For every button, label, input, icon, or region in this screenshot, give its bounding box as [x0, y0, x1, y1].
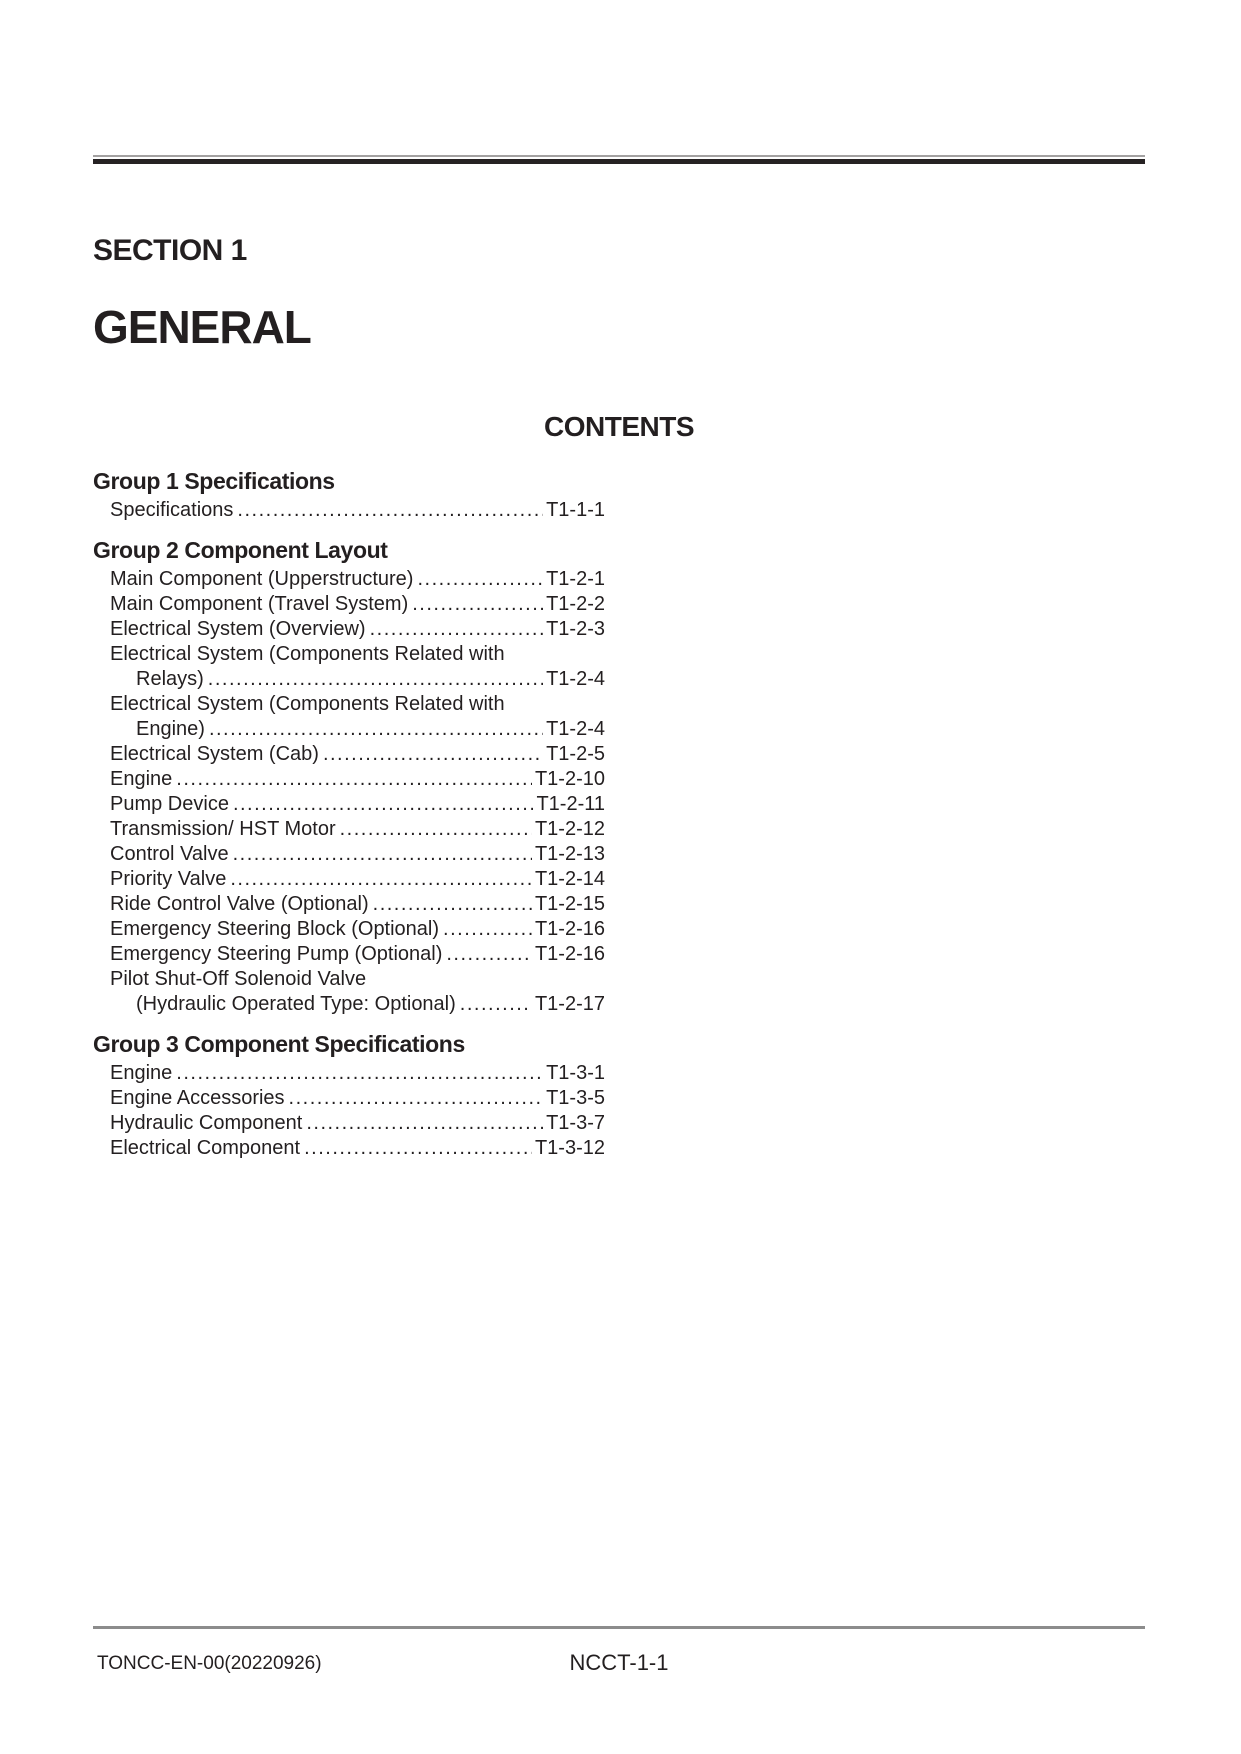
toc-group-heading: Group 1 Specifications	[93, 468, 335, 494]
toc-row-title: Specifications	[110, 499, 234, 521]
toc-row	[93, 592, 605, 617]
toc-page-ref: T1-2-17	[534, 993, 605, 1015]
toc-row-title: Hydraulic Component	[110, 1112, 303, 1134]
toc-row	[93, 992, 605, 1017]
toc-row	[93, 767, 605, 792]
top-double-rule	[93, 155, 1145, 164]
toc-row-title: Main Component (Travel System)	[110, 593, 409, 615]
toc-group-rows	[93, 1061, 605, 1161]
toc-page-ref: T1-2-2	[546, 593, 605, 615]
toc-leader-dots	[233, 792, 534, 817]
toc-row-title: Relays)	[136, 668, 204, 690]
toc-page-ref: T1-2-1	[546, 568, 605, 590]
toc-leader-dots	[412, 592, 543, 617]
toc-row-title: Electrical System (Components Related with	[110, 693, 505, 715]
toc-leader-dots	[289, 1086, 544, 1111]
toc-page-ref: T1-3-1	[546, 1062, 605, 1084]
toc-leader-dots	[306, 1111, 543, 1136]
toc-row-title: Electrical System (Overview)	[110, 618, 366, 640]
toc-group	[93, 468, 605, 523]
toc-group-heading: Group 2 Component Layout	[93, 537, 388, 563]
toc-row	[93, 967, 605, 992]
toc-row	[93, 1136, 605, 1161]
toc-leader-dots	[230, 867, 532, 892]
toc-page-ref: T1-3-7	[546, 1112, 605, 1134]
toc-row	[93, 867, 605, 892]
toc-row-title: Pilot Shut-Off Solenoid Valve	[110, 968, 367, 990]
toc-row	[93, 1086, 605, 1111]
toc-row	[93, 842, 605, 867]
toc-row-title: Electrical System (Components Related with	[110, 643, 505, 665]
footer-page-number: NCCT-1-1	[569, 1650, 669, 1675]
toc-page-ref: T1-2-13	[534, 843, 605, 865]
toc-row	[93, 917, 605, 942]
toc-row-title: (Hydraulic Operated Type: Optional)	[136, 993, 456, 1015]
footer-doc-code: TONCC-EN-00(20220926)	[97, 1653, 322, 1674]
toc-row-title: Emergency Steering Block (Optional)	[110, 918, 440, 940]
toc-leader-dots	[237, 498, 543, 523]
top-rule-thick-line	[93, 159, 1145, 164]
toc-row	[93, 792, 605, 817]
toc-page-ref: T1-2-12	[534, 818, 605, 840]
toc-page-ref: T1-2-11	[536, 793, 605, 815]
toc-row	[93, 667, 605, 692]
toc-page-ref: T1-2-16	[534, 918, 605, 940]
toc-page-ref: T1-2-14	[534, 868, 605, 890]
toc-page-ref: T1-2-10	[534, 768, 605, 790]
toc-row-title: Electrical System (Cab)	[110, 743, 319, 765]
toc-group-rows	[93, 567, 605, 1017]
toc-row-title: Main Component (Upperstructure)	[110, 568, 414, 590]
toc-page-ref: T1-2-4	[546, 718, 605, 740]
toc-row-title: Control Valve	[110, 843, 229, 865]
toc-row-title: Ride Control Valve (Optional)	[110, 893, 369, 915]
toc-row	[93, 617, 605, 642]
toc-leader-dots	[443, 917, 532, 942]
toc-row	[93, 1061, 605, 1086]
toc-page-ref: T1-2-16	[534, 943, 605, 965]
toc-leader-dots	[340, 817, 532, 842]
toc-page-ref: T1-3-12	[534, 1137, 605, 1159]
toc-row	[93, 892, 605, 917]
toc-row	[93, 942, 605, 967]
section-label: SECTION 1	[93, 234, 247, 267]
toc-leader-dots	[208, 667, 543, 692]
toc-page-ref: T1-2-5	[546, 743, 605, 765]
toc-leader-dots	[304, 1136, 532, 1161]
toc-row-title: Priority Valve	[110, 868, 227, 890]
section-title: GENERAL	[93, 301, 311, 353]
toc-group-rows	[93, 498, 605, 523]
toc-row	[93, 717, 605, 742]
toc-group-heading: Group 3 Component Specifications	[93, 1031, 465, 1057]
toc-leader-dots	[370, 617, 543, 642]
table-of-contents	[93, 468, 605, 1161]
toc-leader-dots	[460, 992, 532, 1017]
toc-group	[93, 1031, 605, 1161]
toc-row	[93, 498, 605, 523]
toc-row-title: Engine	[110, 768, 173, 790]
toc-leader-dots	[176, 767, 532, 792]
toc-page-ref: T1-1-1	[546, 499, 605, 521]
toc-leader-dots	[233, 842, 532, 867]
toc-row	[93, 642, 605, 667]
toc-page-ref: T1-2-4	[546, 668, 605, 690]
toc-leader-dots	[417, 567, 543, 592]
toc-group	[93, 537, 605, 1017]
toc-page-ref: T1-2-15	[534, 893, 605, 915]
toc-row	[93, 567, 605, 592]
toc-row	[93, 692, 605, 717]
toc-page-ref: T1-3-5	[546, 1087, 605, 1109]
toc-row-title: Pump Device	[110, 793, 229, 815]
footer-rule	[93, 1626, 1145, 1629]
contents-title: CONTENTS	[544, 411, 694, 442]
toc-leader-dots	[323, 742, 543, 767]
toc-row-title: Engine Accessories	[110, 1087, 285, 1109]
toc-row-title: Engine)	[136, 718, 205, 740]
toc-row	[93, 1111, 605, 1136]
toc-leader-dots	[446, 942, 532, 967]
toc-row-title: Emergency Steering Pump (Optional)	[110, 943, 443, 965]
toc-page-ref: T1-2-3	[546, 618, 605, 640]
toc-leader-dots	[209, 717, 543, 742]
toc-leader-dots	[176, 1061, 543, 1086]
toc-leader-dots	[373, 892, 532, 917]
toc-row-title: Electrical Component	[110, 1137, 301, 1159]
toc-row	[93, 742, 605, 767]
toc-row-title: Engine	[110, 1062, 173, 1084]
toc-row-title: Transmission/ HST Motor	[110, 818, 336, 840]
toc-row	[93, 817, 605, 842]
